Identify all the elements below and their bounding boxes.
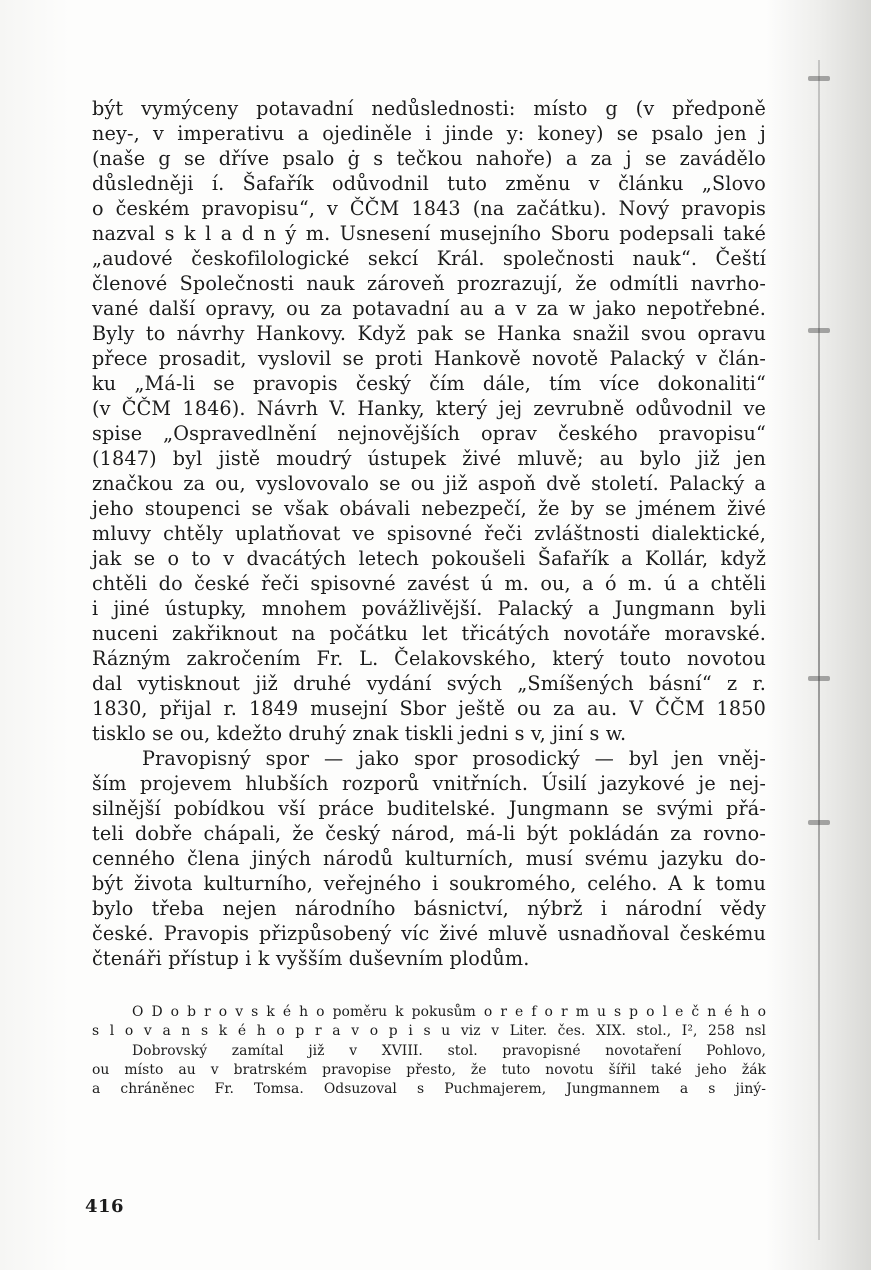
- note-line: s l o v a n s k é h o p r a v o p i s u viz v Liter. čes. XIX. stol., I², 258 nsl: [92, 1023, 766, 1040]
- note-line: a chráněnec Fr. Tomsa. Odsuzoval s Puchmajerem, Jungmannem a s jiný-: [92, 1081, 766, 1098]
- text-line: chtěli do české řeči spisovné zavést ú m. ou, a ó m. ú a chtěli: [92, 572, 766, 595]
- text-line: „audové českofilologické sekcí Král. společnosti nauk“. Čeští: [92, 247, 766, 270]
- note-line: O D o b r o v s k é h o poměru k pokusům o r e f o r m u s p o l e č n é h o: [132, 1004, 766, 1020]
- text-line: ku „Má-li se pravopis český čím dále, tím více dokonaliti“: [92, 372, 766, 395]
- text-line: silnější pobídkou vší práce buditelské. Jungmann se svými přá-: [92, 797, 766, 820]
- text-line: 1830, přijal r. 1849 musejní Sbor ještě ou za au. V ČČM 1850: [92, 697, 766, 720]
- text-line: mluvy chtěly uplatňovat ve spisovné řeči zvláštnosti dialektické,: [92, 522, 766, 545]
- text-line: (1847) byl jistě moudrý ústupek živé mluvě; au bylo již jen: [92, 447, 766, 470]
- text-line: Rázným zakročením Fr. L. Čelakovského, který touto novotou: [92, 647, 766, 670]
- text-line: ney-, v imperativu a ojediněle i jinde y: koney) se psalo jen j: [92, 122, 766, 145]
- text-line: dal vytisknout již druhé vydání svých „Smíšených básní“ z r.: [92, 672, 766, 695]
- text-line: tisklo se ou, kdežto druhý znak tiskli jedni s v, jiní s w.: [92, 722, 627, 745]
- text-line: Byly to návrhy Hankovy. Když pak se Hanka snažil svou opravu: [92, 322, 766, 345]
- page-number: 416: [85, 1196, 125, 1217]
- text-line: bylo třeba nejen národního básnictví, nýbrž i národní vědy: [92, 897, 766, 920]
- text-line: vané další opravy, ou za potavadní au a v za w jako nepotřebné.: [92, 297, 766, 320]
- text-line: přece prosadit, vyslovil se proti Hankově novotě Palacký v člán-: [92, 347, 766, 370]
- text-line: české. Pravopis přizpůsobený víc živé mluvě usnadňoval českému: [92, 922, 766, 945]
- text-line: (v ČČM 1846). Návrh V. Hanky, který jej zevrubně odůvodnil ve: [92, 397, 766, 420]
- text-line: důsledněji í. Šafařík odůvodnil tuto změnu v článku „Slovo: [92, 172, 766, 195]
- gutter-mark: [808, 328, 830, 333]
- note-line: ou místo au v bratrském pravopise přesto, že tuto novotu šířil také jeho žák: [92, 1061, 766, 1078]
- text-line: čtenáři přístup i k vyšším duševním plodům.: [92, 947, 530, 970]
- gutter-mark: [808, 76, 830, 81]
- text-line: být života kulturního, veřejného i soukromého, celého. A k tomu: [92, 872, 766, 895]
- note-line: Dobrovský zamítal již v XVIII. stol. pravopisné novotaření Pohlovo,: [132, 1042, 766, 1059]
- text-line: nuceni zakřiknout na počátku let třicátých novotáře moravské.: [92, 622, 766, 645]
- text-line: jak se o to v dvacátých letech pokoušeli Šafařík a Kollár, když: [92, 547, 766, 570]
- footnotes: [92, 1003, 766, 1099]
- text-line: teli dobře chápali, že český národ, má-li být pokládán za rovno-: [92, 822, 766, 845]
- text-line: Pravopisný spor — jako spor prosodický — byl jen vněj-: [142, 747, 766, 770]
- binding-gutter: [818, 60, 820, 1240]
- text-line: (naše g se dříve psalo ġ s tečkou nahoře) a za j se zavádělo: [92, 147, 766, 170]
- main-text: [92, 96, 766, 971]
- text-line: členové Společnosti nauk zároveň prozrazují, že odmítli navrho-: [92, 272, 766, 295]
- text-line: nazval s k l a d n ý m. Usnesení musejního Sboru podepsali také: [92, 222, 766, 245]
- gutter-mark: [808, 676, 830, 681]
- text-line: o českém pravopisu“, v ČČM 1843 (na začátku). Nový pravopis: [92, 197, 766, 220]
- text-line: cenného člena jiných národů kulturních, musí svému jazyku do-: [92, 847, 766, 870]
- gutter-mark: [808, 820, 830, 825]
- text-line: spise „Ospravedlnění nejnovějších oprav českého pravopisu“: [92, 422, 766, 445]
- text-line: jeho stoupenci se však obávali nebezpečí, že by se jménem živé: [92, 497, 766, 520]
- text-line: ším projevem hlubších rozporů vnitřních. Úsilí jazykové je nej-: [92, 772, 766, 795]
- text-line: být vymýceny potavadní nedůslednosti: místo g (v předponě: [92, 97, 766, 120]
- text-line: značkou za ou, vyslovovalo se ou již aspoň dvě století. Palacký a: [92, 472, 766, 495]
- text-line: i jiné ústupky, mnohem povážlivější. Palacký a Jungmann byli: [92, 597, 766, 620]
